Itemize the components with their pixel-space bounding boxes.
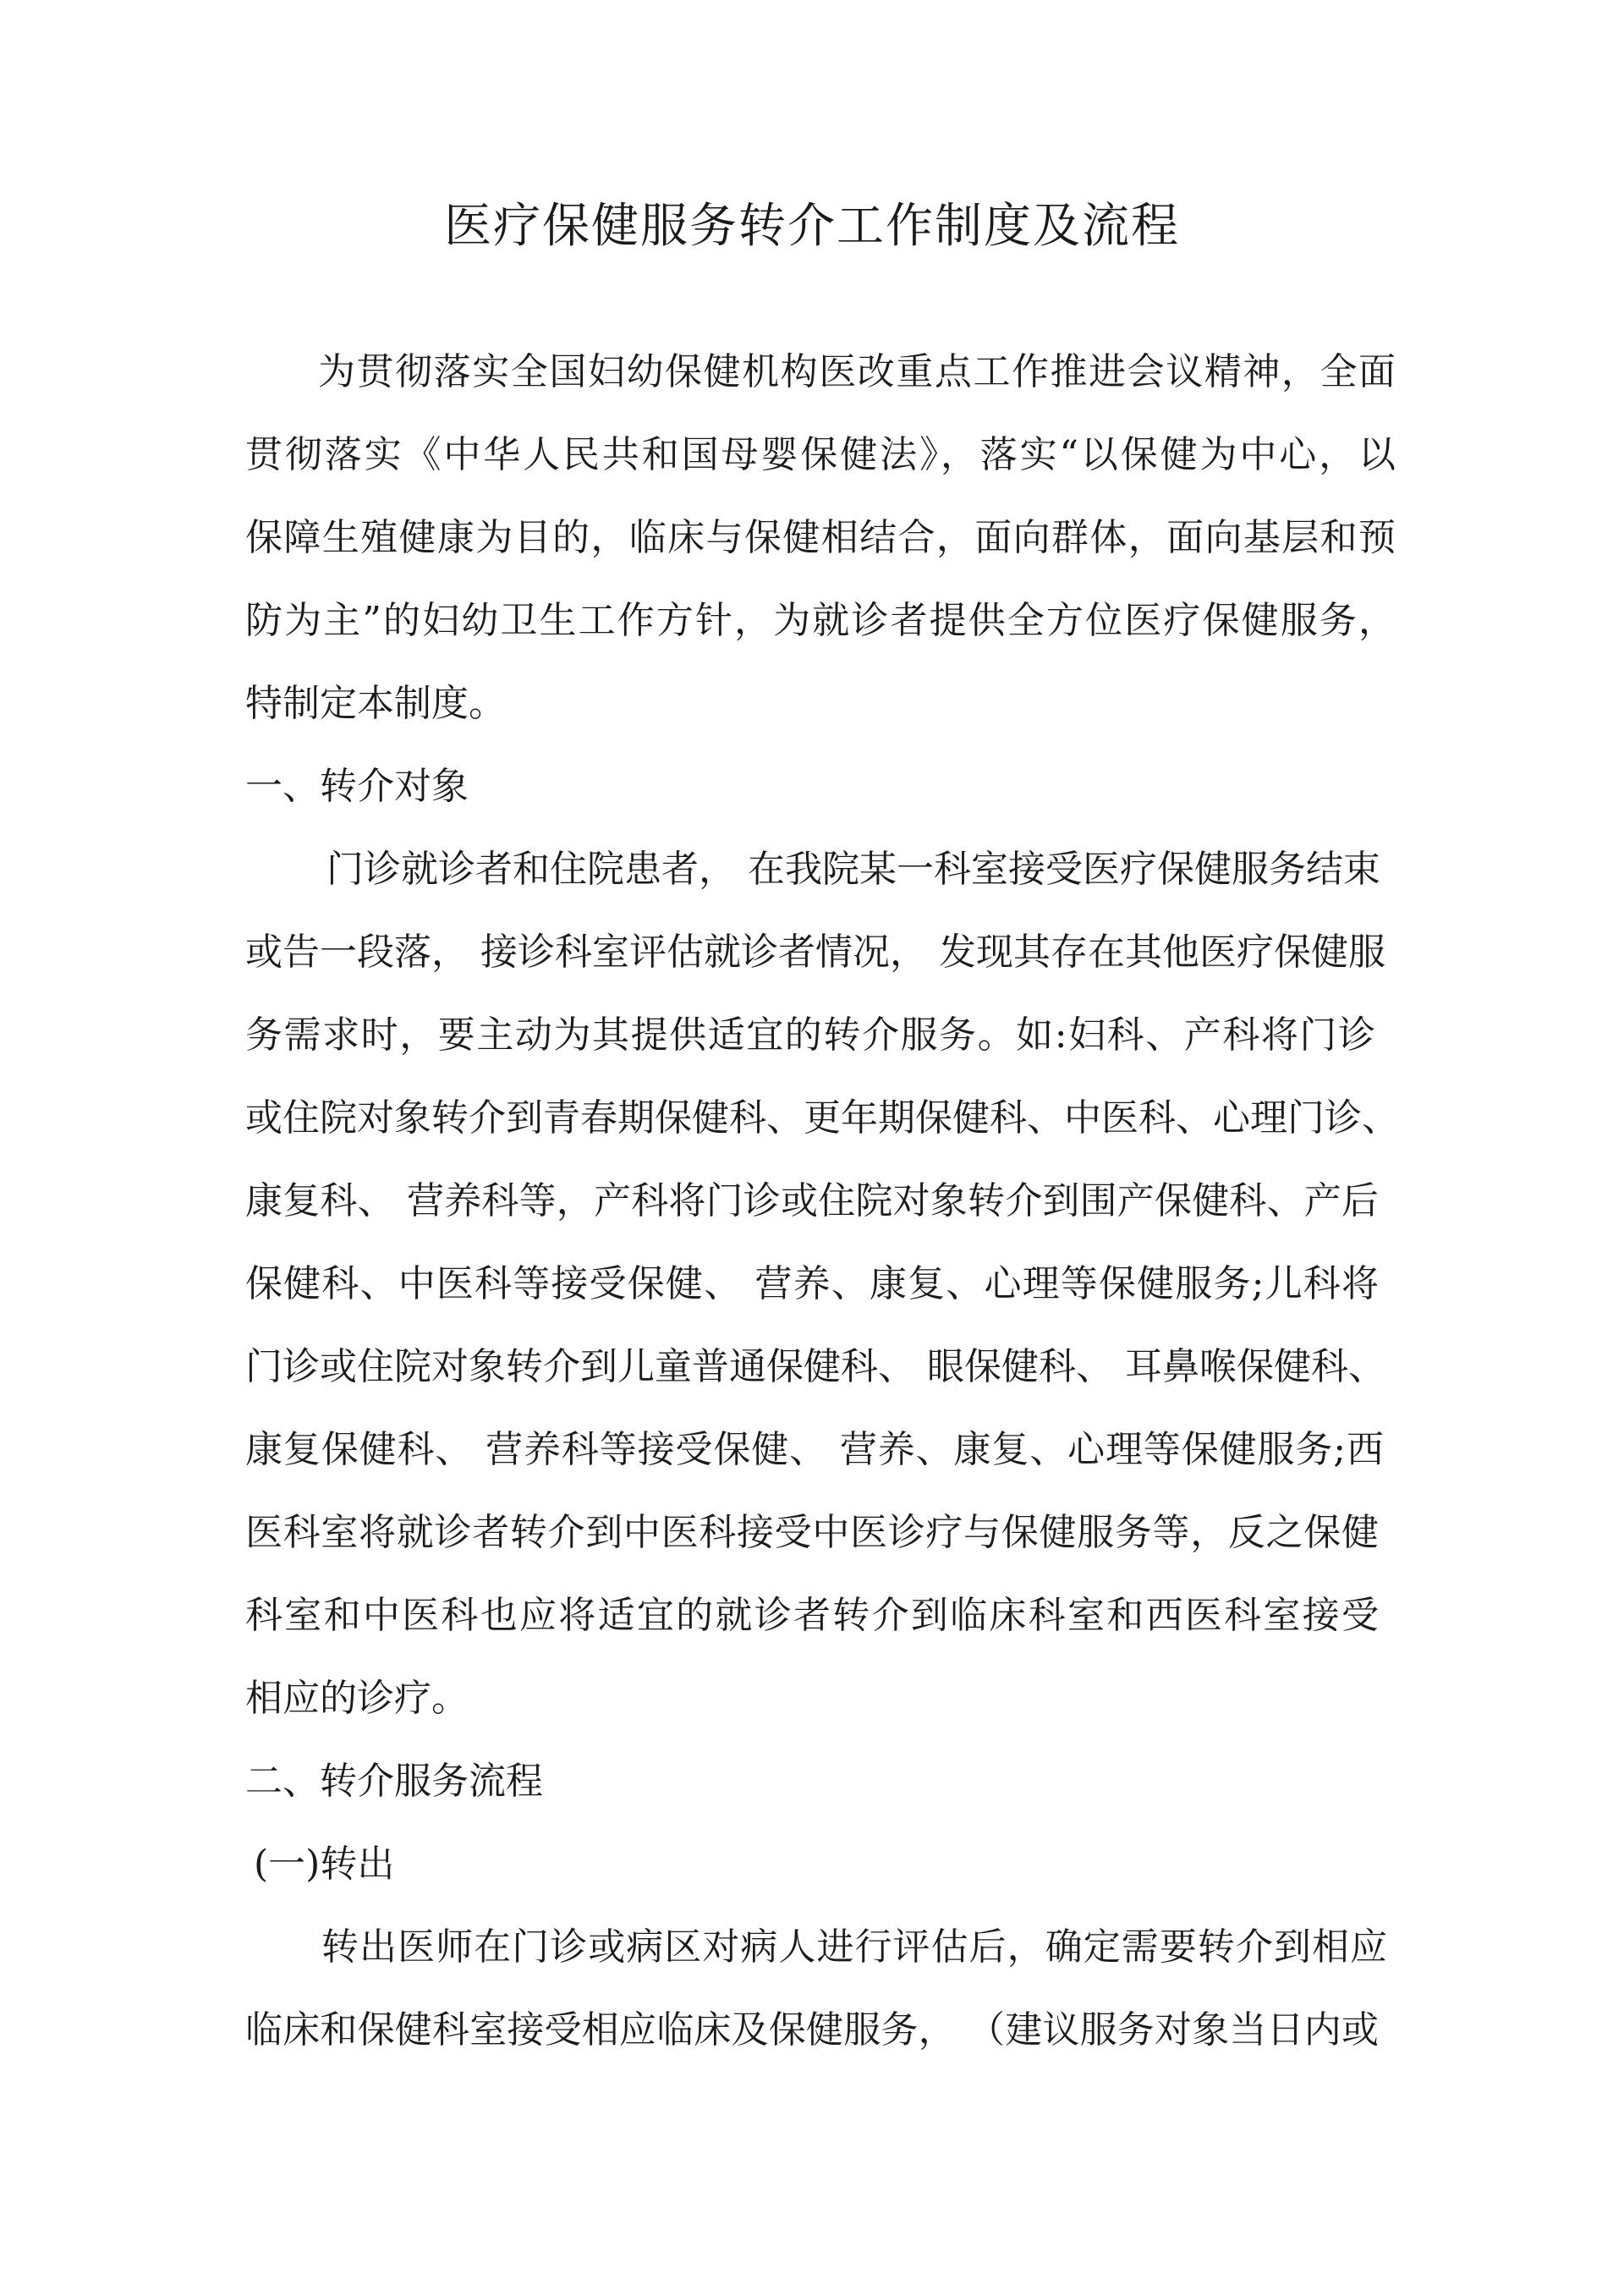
paragraph-line: 防为主”的妇幼卫生工作方针，为就诊者提供全方位医疗保健服务， bbox=[245, 599, 1396, 642]
subsection-heading: (一)转出 bbox=[254, 1843, 395, 1886]
paragraph-line: 医科室将就诊者转介到中医科接受中医诊疗与保健服务等，反之保健 bbox=[245, 1511, 1379, 1554]
paragraph-line: 为贯彻落实全国妇幼保健机构医改重点工作推进会议精神，全面 bbox=[318, 350, 1396, 393]
paragraph-line: 务需求时，要主动为其提供适宜的转介服务。如:妇科、产科将门诊 bbox=[245, 1013, 1375, 1057]
paragraph-line: 相应的诊疗。 bbox=[245, 1677, 469, 1720]
paragraph-line: 临床和保健科室接受相应临床及保健服务， （建议服务对象当日内或 bbox=[245, 2008, 1379, 2052]
paragraph-line: 科室和中医科也应将适宜的就诊者转介到临床科室和西医科室接受 bbox=[245, 1594, 1379, 1637]
paragraph-line: 特制定本制度。 bbox=[245, 682, 506, 725]
paragraph-line: 贯彻落实《中华人民共和国母婴保健法》，落实“以保健为中心，以 bbox=[245, 433, 1396, 476]
paragraph-line: 或告一段落， 接诊科室评估就诊者情况， 发现其存在其他医疗保健服 bbox=[245, 931, 1385, 974]
document-title: 医疗保健服务转介工作制度及流程 bbox=[444, 199, 1180, 254]
section-heading: 二、转介服务流程 bbox=[245, 1760, 543, 1803]
paragraph-line: 保障生殖健康为目的，临床与保健相结合，面向群体，面向基层和预 bbox=[245, 516, 1396, 559]
paragraph-line: 门诊或住院对象转介到儿童普通保健科、 眼保健科、 耳鼻喉保健科、 bbox=[245, 1345, 1385, 1388]
paragraph-line: 康复保健科、 营养科等接受保健、 营养、康复、心理等保健服务;西 bbox=[245, 1428, 1384, 1471]
paragraph-line: 康复科、 营养科等，产科将门诊或住院对象转介到围产保健科、产后 bbox=[245, 1179, 1379, 1222]
paragraph-line: 保健科、中医科等接受保健、 营养、康复、心理等保健服务;儿科将 bbox=[245, 1262, 1379, 1305]
paragraph-line: 转出医师在门诊或病区对病人进行评估后，确定需要转介到相应 bbox=[321, 1925, 1387, 1969]
paragraph-line: 门诊就诊者和住院患者， 在我院某一科室接受医疗保健服务结束 bbox=[326, 848, 1380, 891]
section-heading: 一、转介对象 bbox=[245, 765, 469, 808]
paragraph-line: 或住院对象转介到青春期保健科、更年期保健科、中医科、心理门诊、 bbox=[245, 1096, 1399, 1140]
